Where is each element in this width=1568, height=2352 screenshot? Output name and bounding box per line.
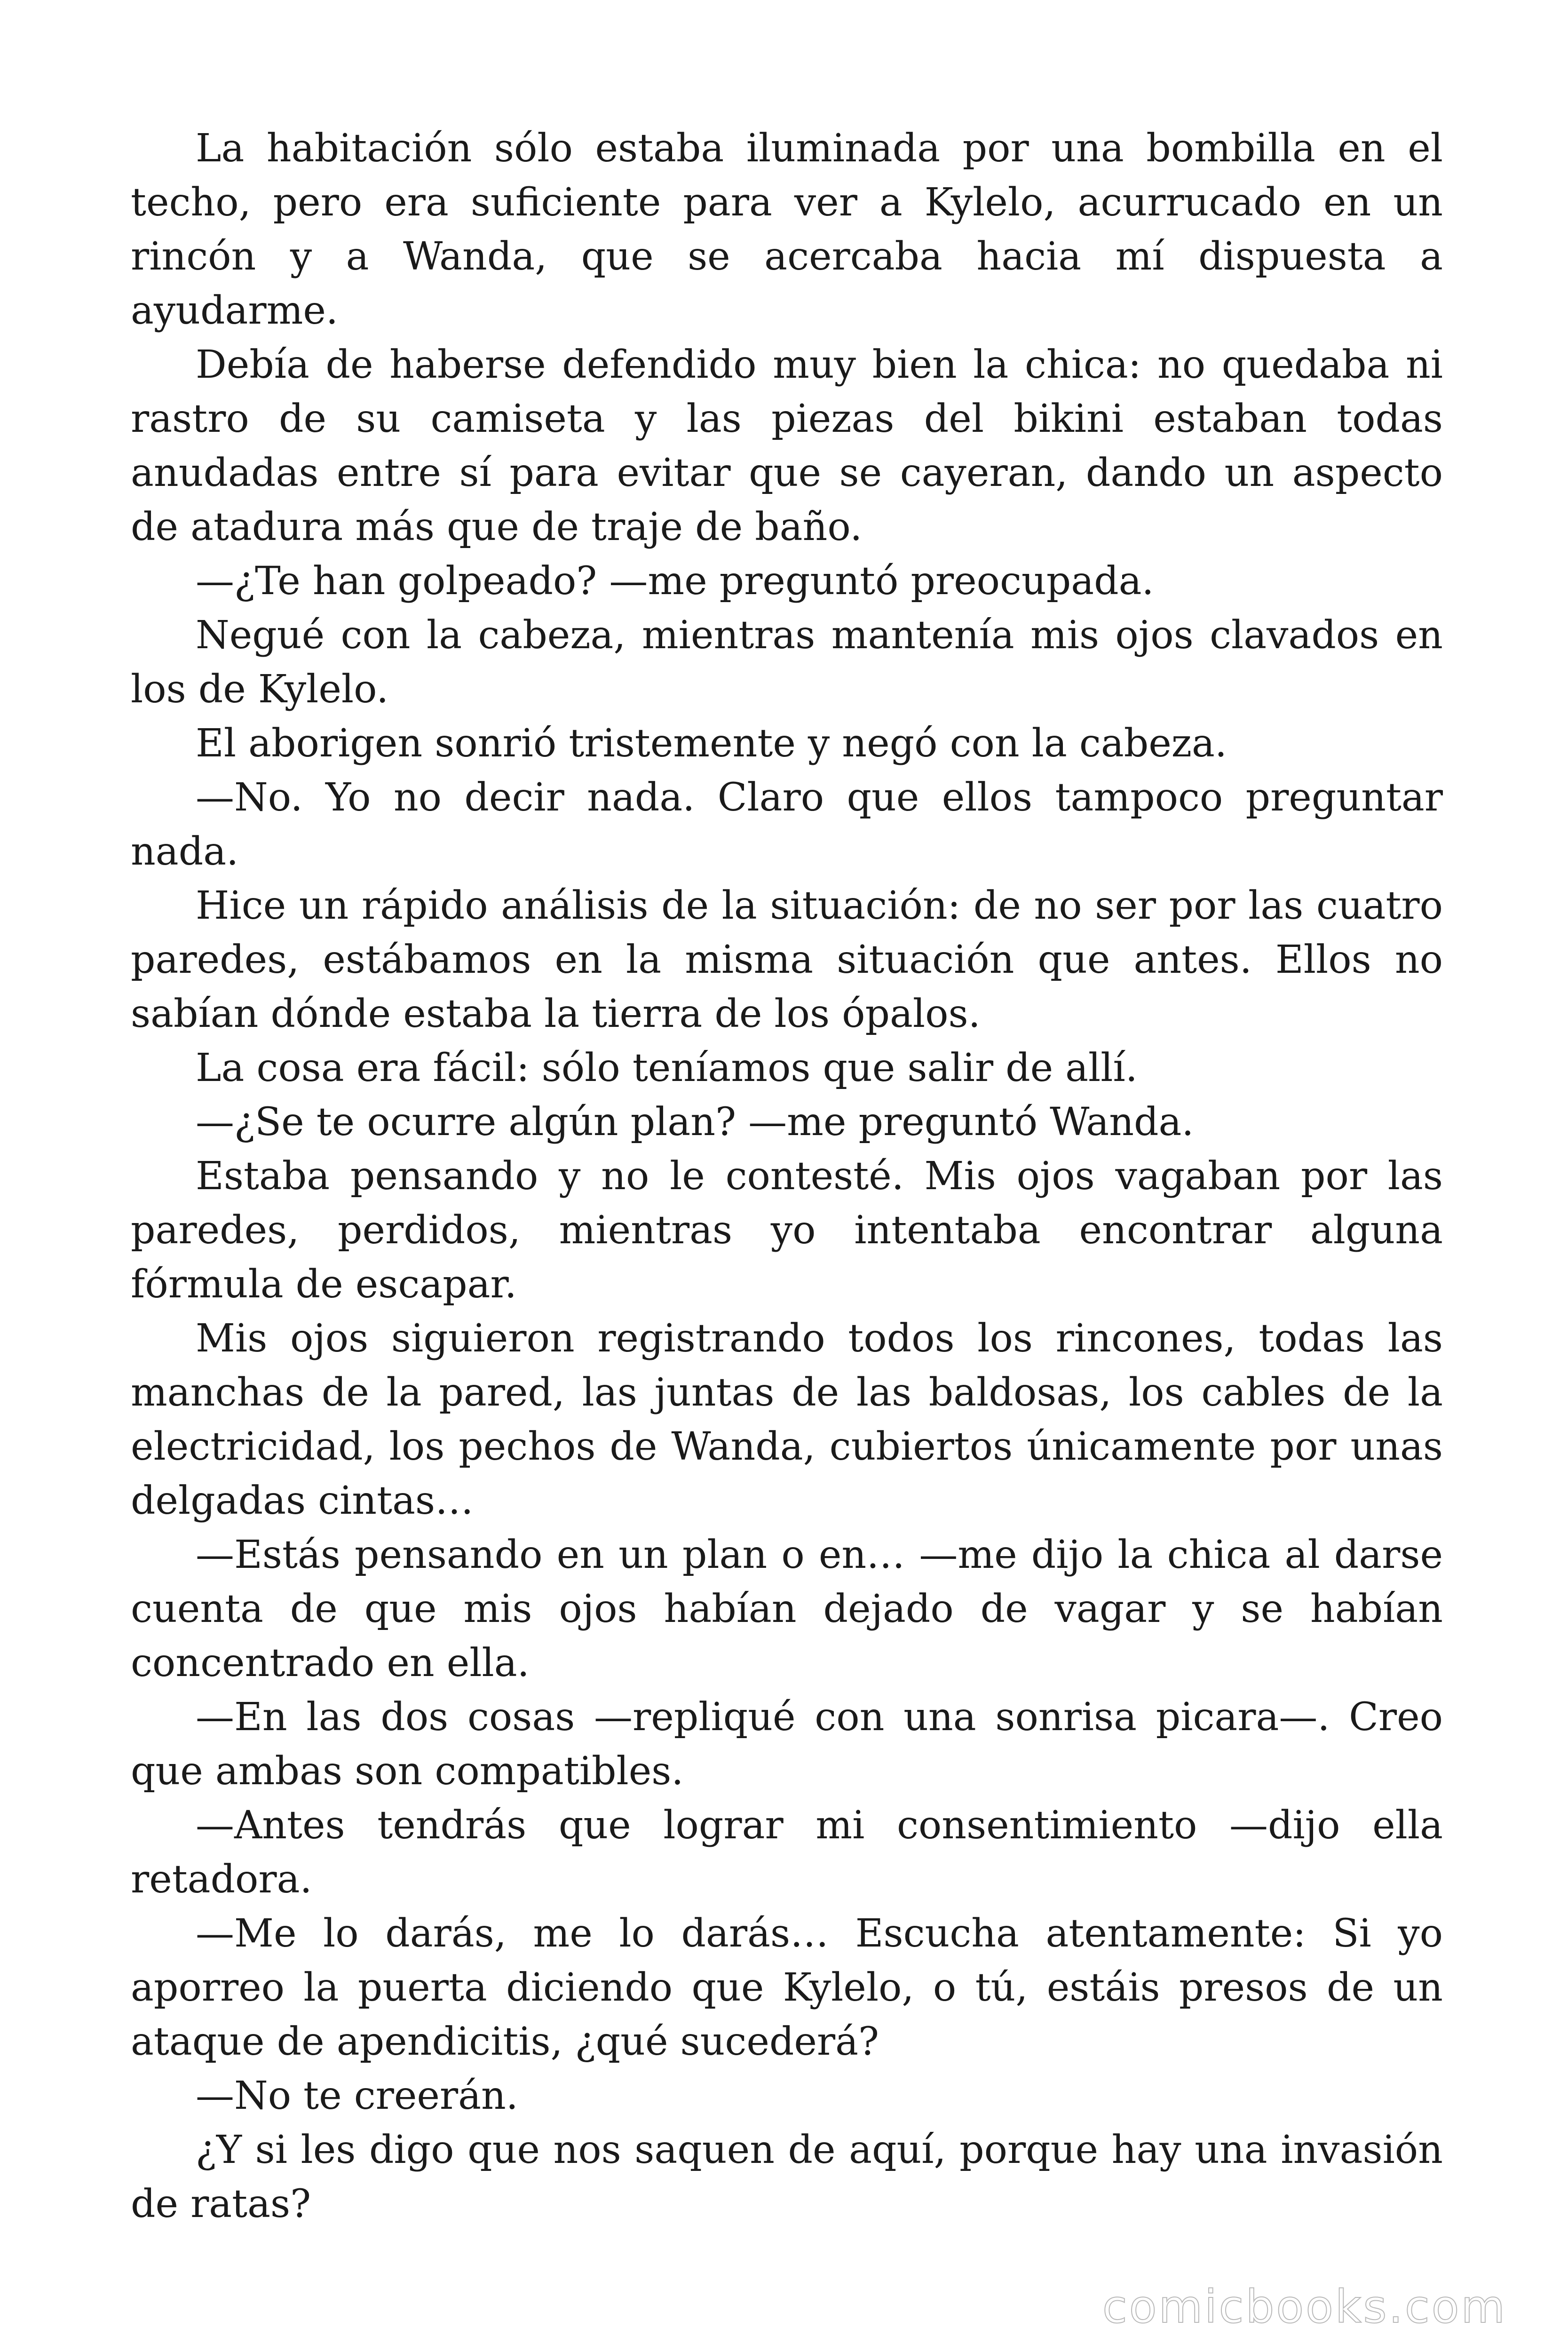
watermark-logo: comicbooks.com	[1102, 2280, 1507, 2333]
paragraph: —Me lo darás, me lo darás… Escucha atentamente: Si yo aporreo la puerta diciendo que Kylelo, o tú, estáis presos de un ataque de apendicitis, ¿qué sucederá?	[131, 1911, 1443, 2064]
paragraph: El aborigen sonrió tristemente y negó con la cabeza.	[196, 721, 1227, 766]
paragraph: Hice un rápido análisis de la situación: de no ser por las cuatro paredes, estábamos en la misma situación que antes. Ellos no sabían dónde estaba la tierra de los ópalos.	[131, 883, 1443, 1036]
body-text	[131, 121, 1443, 2231]
paragraph: —Antes tendrás que lograr mi consentimiento —dijo ella retadora.	[131, 1803, 1443, 1902]
paragraph: Debía de haberse defendido muy bien la chica: no quedaba ni rastro de su camiseta y las piezas del bikini estaban todas anudadas entre sí para evitar que se cayeran, dando un aspecto de atadura más que de traje de baño.	[131, 342, 1443, 549]
paragraph: Estaba pensando y no le contesté. Mis ojos vagaban por las paredes, perdidos, mientras yo intentaba encontrar alguna fórmula de escapar.	[131, 1154, 1443, 1307]
paragraph: —No te creerán.	[196, 2074, 518, 2118]
paragraph: Mis ojos siguieron registrando todos los rincones, todas las manchas de la pared, las juntas de las baldosas, los cables de la electricidad, los pechos de Wanda, cubiertos únicamente por unas delgadas cintas…	[131, 1316, 1443, 1523]
paragraph: —Estás pensando en un plan o en… —me dijo la chica al darse cuenta de que mis ojos habían dejado de vagar y se habían concentrado en ella.	[131, 1533, 1443, 1685]
paragraph: La cosa era fácil: sólo teníamos que salir de allí.	[196, 1046, 1138, 1090]
paragraph: Negué con la cabeza, mientras mantenía mis ojos clavados en los de Kylelo.	[131, 613, 1443, 712]
paragraph: —En las dos cosas —repliqué con una sonrisa picara—. Creo que ambas son compatibles.	[131, 1695, 1443, 1794]
paragraph: La habitación sólo estaba iluminada por una bombilla en el techo, pero era suficiente para ver a Kylelo, acurrucado en un rincón y a Wanda, que se acercaba hacia mí dispuesta a ayudarme.	[131, 126, 1443, 333]
paragraph: —¿Te han golpeado? —me preguntó preocupada.	[196, 559, 1154, 604]
paragraph: —¿Se te ocurre algún plan? —me preguntó Wanda.	[196, 1100, 1194, 1144]
paragraph: ¿Y si les digo que nos saquen de aquí, porque hay una invasión de ratas?	[131, 2128, 1443, 2226]
paragraph: —No. Yo no decir nada. Claro que ellos tampoco preguntar nada.	[131, 775, 1443, 874]
